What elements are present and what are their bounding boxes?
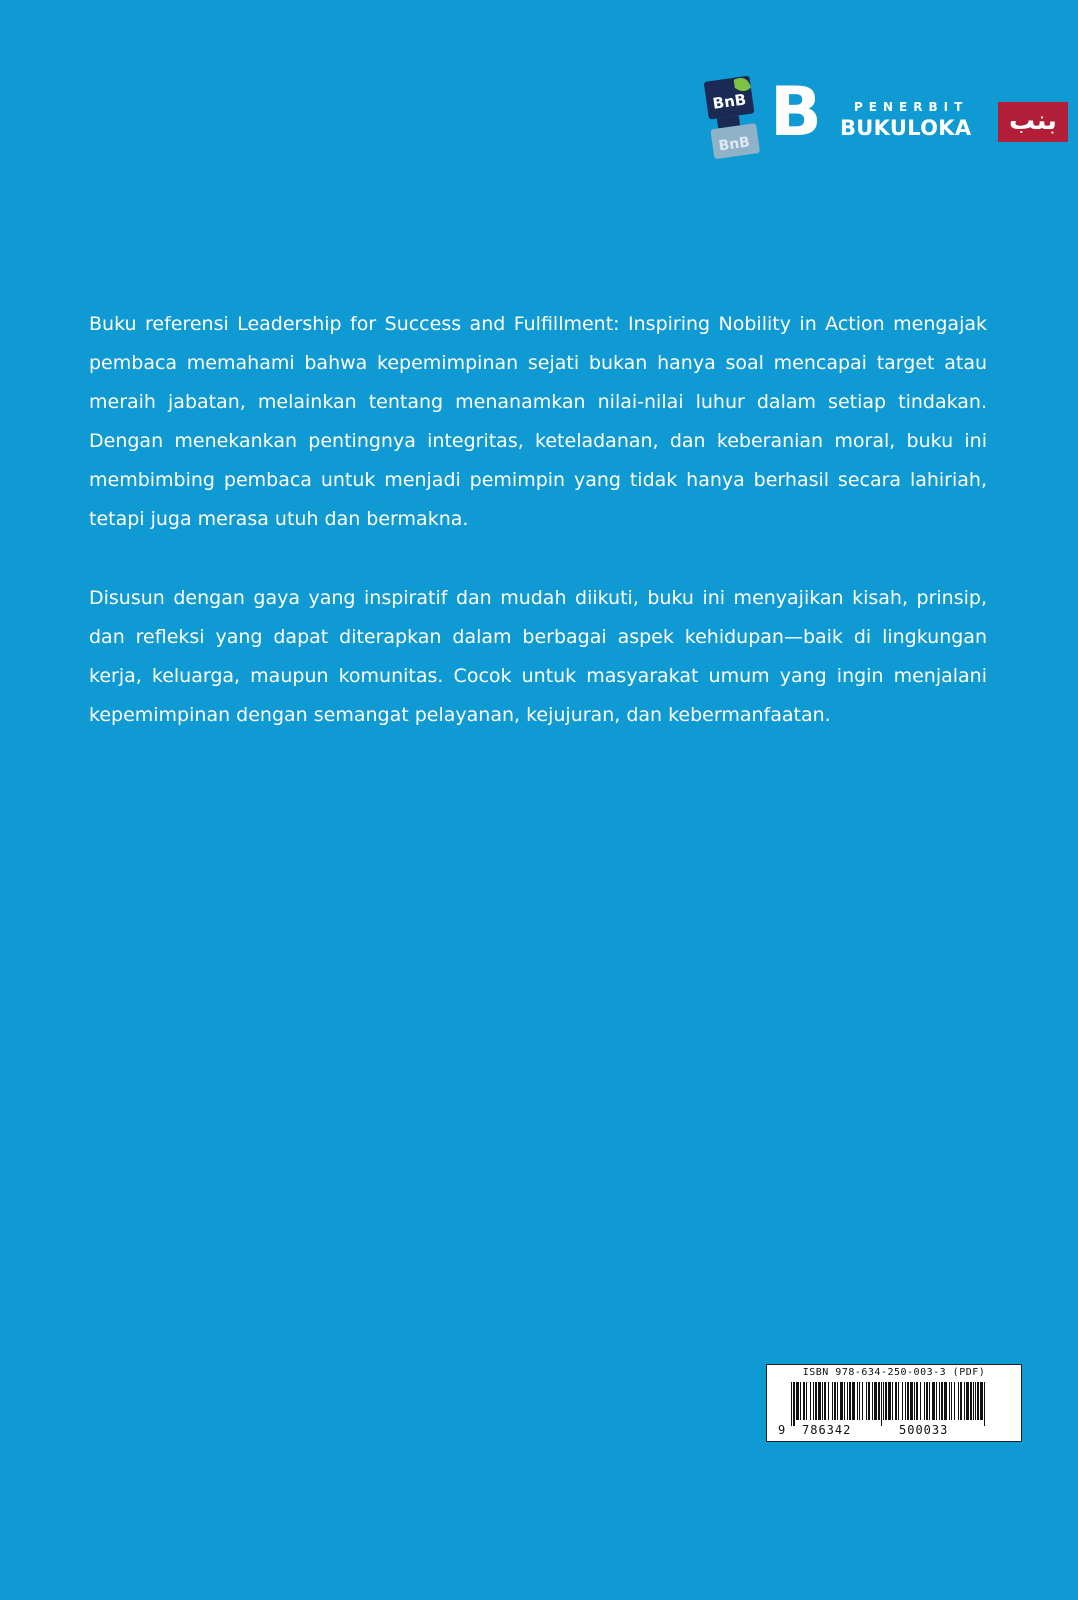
barcode-bar: [818, 1382, 821, 1420]
barcode-bar: [902, 1382, 903, 1420]
barcode-bar: [793, 1382, 795, 1426]
barcode-bar: [980, 1382, 983, 1420]
barcode-bar: [862, 1382, 863, 1420]
barcode-bar: [984, 1382, 985, 1426]
barcode-bar: [960, 1382, 962, 1420]
barcode-bar: [834, 1382, 836, 1420]
barcode-bar: [932, 1382, 935, 1420]
barcode-bar: [847, 1382, 848, 1420]
barcode-bar: [881, 1382, 882, 1426]
barcode-bar: [944, 1382, 947, 1420]
barcode-bar: [973, 1382, 974, 1420]
barcode-bar: [936, 1382, 937, 1420]
barcode-bar: [977, 1382, 979, 1420]
barcode-bar: [800, 1382, 801, 1420]
barcode-bar: [878, 1382, 880, 1420]
barcode-bar: [916, 1382, 918, 1420]
barcode-bar: [924, 1382, 925, 1420]
barcode-bar: [810, 1382, 811, 1420]
publisher-name: BUKULOKA: [840, 116, 972, 140]
barcode-bar: [822, 1382, 823, 1420]
barcode-bar: [949, 1382, 950, 1420]
barcode-first-digit: 9: [778, 1423, 786, 1437]
isbn-barcode: [766, 1364, 1022, 1442]
barcode-bar: [815, 1382, 817, 1420]
publisher-letter: B: [770, 73, 822, 152]
barcode-bar: [866, 1382, 867, 1420]
barcode-bar: [883, 1382, 884, 1420]
barcode-bar: [920, 1382, 921, 1420]
barcode-bar: [964, 1382, 965, 1420]
barcode-bar: [844, 1382, 845, 1420]
barcode-bar: [832, 1382, 833, 1420]
publisher-label: PENERBIT: [854, 100, 969, 114]
blurb-paragraph: Disusun dengan gaya yang inspiratif dan mudah diikuti, buku ini menyajikan kisah, prinsip, dan refleksi yang dapat diterapkan dalam berbagai aspek kehidupan—baik di lingkungan kerja, keluarga, maupun komunitas. Cocok untuk masyarakat umum yang ingin menjalani kepemimpinan dengan semangat pelayanan, kejujuran, dan kebermanfaatan.: [89, 587, 987, 726]
barcode-bar: [929, 1382, 930, 1420]
barcode-bar: [954, 1382, 955, 1420]
barcode-bar: [926, 1382, 928, 1420]
barcode-bar: [840, 1382, 843, 1420]
barcode-bar: [874, 1382, 877, 1420]
blurb-paragraph: Buku referensi Leadership for Success and Fulfillment: Inspiring Nobility in Action mengajak pembaca memahami bahwa kepemimpinan sejati bukan hanya soal mencapai target atau meraih jabatan, melainkan tentang menanamkan nilai-nilai luhur dalam setiap tindakan. Dengan menekankan pentingnya integritas, keteladanan, dan keberanian moral, buku ini membimbing pembaca untuk menjadi pemimpin yang tidak hanya berhasil secara lahiriah, tetapi juga merasa utuh dan bermakna.: [89, 313, 987, 530]
blurb: [89, 305, 987, 775]
barcode-bar: [837, 1382, 838, 1420]
barcode-bar: [828, 1382, 829, 1420]
bnb-logo: [703, 74, 767, 162]
barcode-left-digits: 786342: [802, 1423, 852, 1437]
barcode-bar: [885, 1382, 887, 1420]
barcode-bar: [966, 1382, 969, 1420]
arabic-badge: بنب: [998, 102, 1068, 142]
barcode-bar: [895, 1382, 897, 1420]
barcode-bar: [892, 1382, 893, 1420]
barcode-bar: [803, 1382, 805, 1420]
barcode-right-digits: 500033: [899, 1423, 949, 1437]
barcode-bar: [910, 1382, 913, 1420]
svg-text:BnB: BnB: [717, 134, 751, 155]
barcode-bar: [868, 1382, 870, 1420]
barcode-bar: [888, 1382, 891, 1420]
barcode-bar: [824, 1382, 826, 1420]
barcode-bar: [905, 1382, 906, 1420]
barcode-bar: [796, 1382, 799, 1420]
isbn-label: ISBN 978-634-250-003-3 (PDF): [802, 1367, 986, 1378]
barcode-bar: [813, 1382, 814, 1420]
barcode-bar: [872, 1382, 873, 1420]
barcode-bar: [907, 1382, 909, 1420]
barcode-bar: [958, 1382, 959, 1420]
svg-text:BnB: BnB: [711, 90, 748, 113]
barcode-bar: [791, 1382, 792, 1426]
barcode-bar: [852, 1382, 855, 1420]
barcode-bar: [975, 1382, 976, 1420]
barcode-bar: [806, 1382, 807, 1420]
barcode-bar: [849, 1382, 851, 1420]
barcode-bar: [951, 1382, 952, 1420]
barcode-bar: [857, 1382, 858, 1420]
barcode-bar: [970, 1382, 972, 1420]
barcode-bar: [898, 1382, 899, 1420]
barcode-bar: [939, 1382, 940, 1420]
barcode-bars: [791, 1382, 991, 1426]
barcode-bar: [914, 1382, 915, 1420]
barcode-bar: [859, 1382, 860, 1420]
barcode-bar: [941, 1382, 943, 1420]
